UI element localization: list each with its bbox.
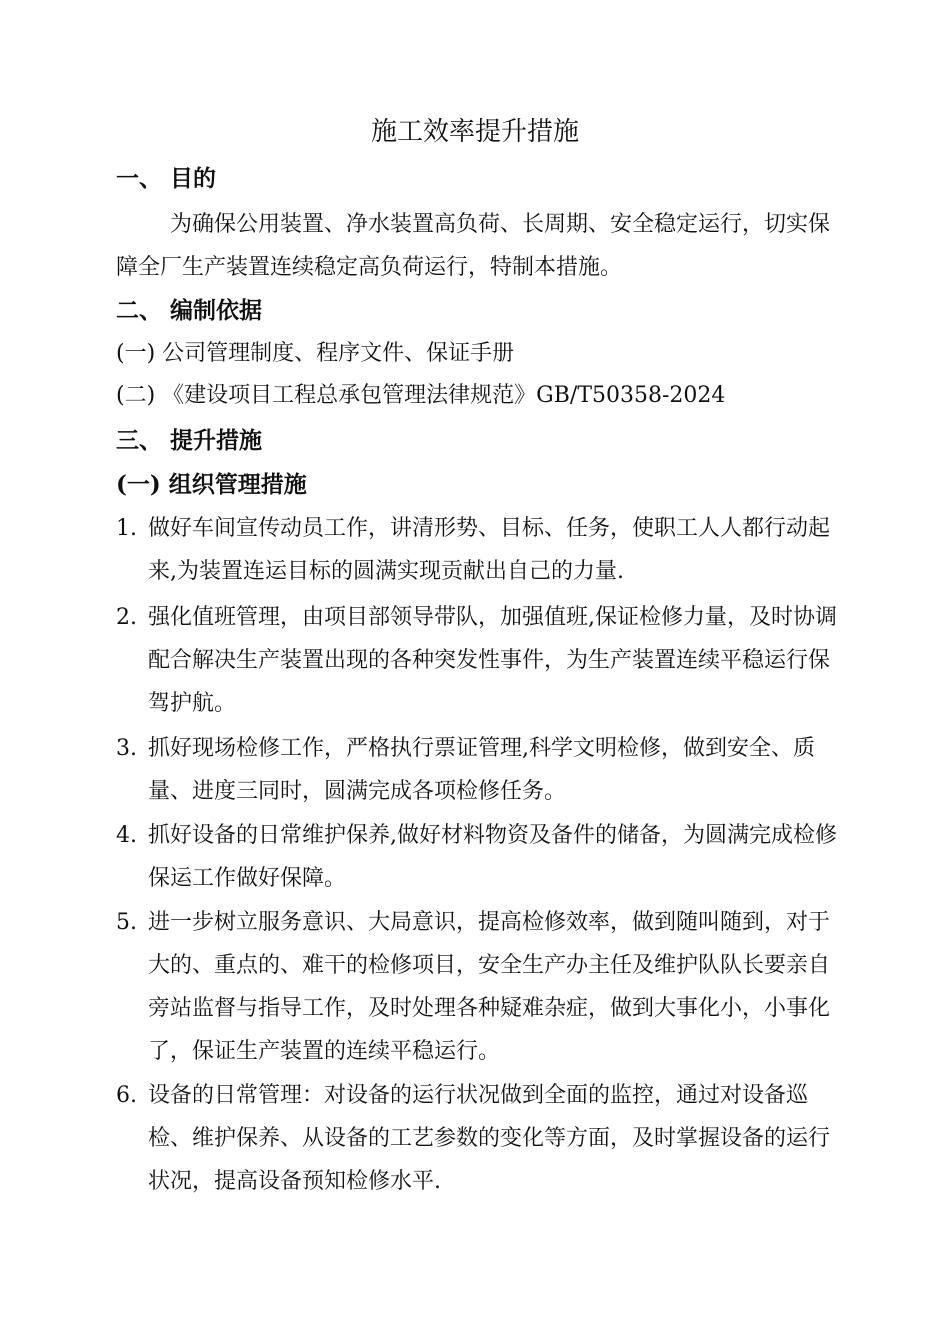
measure-item-5 (116, 901, 851, 1073)
measure-text: 设备的日常管理：对设备的运行状况做到全面的监控，通过对设备巡检、维护保养、从设备的工艺参数的变化等方面，及时掌握设备的运行状况，提高设备预知检修水平. (148, 1083, 831, 1194)
purpose-paragraph (116, 203, 846, 289)
basis-item-2: (二) 《建设项目工程总承包管理法律规范》GB/T50358-2024 (116, 383, 726, 408)
measure-item-1 (116, 507, 851, 593)
measure-text: 做好车间宣传动员工作，讲清形势、目标、任务，使职工人人都行动起来,为装置连运目标的圆满实现贡献出自己的力量. (148, 516, 831, 584)
purpose-text: 为确保公用装置、净水装置高负荷、长周期、安全稳定运行，切实保障全厂生产装置连续稳定高负荷运行，特制本措施。 (116, 212, 831, 280)
measure-text: 进一步树立服务意识、大局意识，提高检修效率，做到随叫随到，对于大的、重点的、难干的检修项目，安全生产办主任及维护队队长要亲自旁站监督与指导工作，及时处理各种疑难杂症，做到大事化小，小事化了，保证生产装置的连续平稳运行。 (148, 910, 831, 1064)
measure-number: 4. (116, 823, 137, 848)
measure-item-4 (116, 814, 851, 900)
section-heading-purpose: 一、 目的 (116, 165, 217, 192)
measure-number: 5. (116, 910, 137, 935)
measure-number: 6. (116, 1083, 137, 1108)
measure-text: 抓好设备的日常维护保养,做好材料物资及备件的储备，为圆满完成检修保运工作做好保障。 (148, 823, 837, 891)
measure-item-6 (116, 1074, 851, 1203)
section-heading-basis: 二、 编制依据 (116, 297, 263, 324)
measure-number: 2. (116, 605, 137, 630)
section-heading-measures: 三、 提升措施 (116, 427, 263, 454)
measure-item-3 (116, 727, 851, 813)
measure-number: 3. (116, 736, 137, 761)
measure-text: 强化值班管理，由项目部领导带队，加强值班,保证检修力量，及时协调配合解决生产装置出现的各种突发性事件，为生产装置连续平稳运行保驾护航。 (148, 605, 837, 716)
basis-item-1: (一) 公司管理制度、程序文件、保证手册 (116, 341, 515, 366)
page-title: 施工效率提升措施 (370, 117, 579, 147)
measure-item-2 (116, 596, 851, 725)
measure-number: 1. (116, 516, 137, 541)
subsection-heading-organization: (一) 组织管理措施 (116, 471, 307, 498)
measure-text: 抓好现场检修工作，严格执行票证管理,科学文明检修，做到安全、质量、进度三同时，圆满完成各项检修任务。 (148, 736, 815, 804)
